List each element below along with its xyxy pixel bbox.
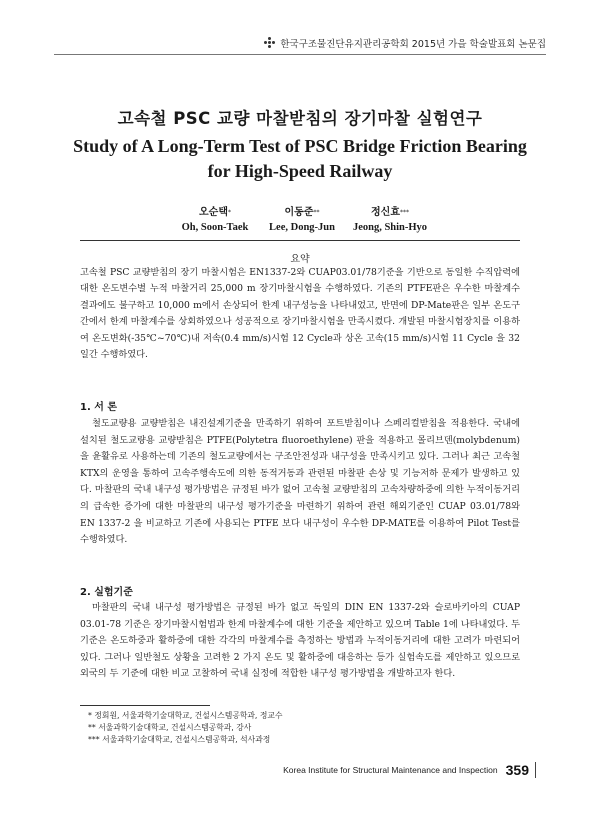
author-mark: ** <box>313 209 320 216</box>
title-korean: 고속철 PSC 교량 마찰받침의 장기마찰 실험연구 <box>117 109 483 128</box>
page-number: 359 <box>505 762 529 778</box>
title-english: Study of A Long-Term Test of PSC Bridge Friction Bearing for High-Speed Railway <box>73 136 527 181</box>
footnote-2: ** 서울과학기술대학교, 건설시스템공학과, 강사 <box>88 723 252 732</box>
footnote-3: *** 서울과학기술대학교, 건설시스템공학과, 석사과정 <box>88 735 271 744</box>
abstract-rule <box>80 240 520 241</box>
author-2 <box>257 205 347 235</box>
abstract-body: 고속철 PSC 교량받침의 장기 마찰시험은 EN1337-2와 CUAP03.01/78기준을 기반으로 동일한 수직압력에 대한 온도변수별 누적 마찰거리 25,000 m 장기마찰시험을 수행하였다. 기존의 PTFE판은 우수한 마찰계수 결과에도 불구하고 10,000 m에서 손상되어 한계 내구성능을 나타내었고, 반면에 DP-Mate판은 일부 온도구간에서 한계 마찰계수를 상회하였으나 성공적으로 장기마찰시험을 만족시켰다. 개발된 마찰시험장치를 이용하여 온도변화(-35℃~70℃)내 저속(0.4 mm/s)시험 12 Cycle과 상온 고속(15 mm/s)시험 11 Cycle 을 32 일간 수행하였다. <box>80 267 520 361</box>
footer-institute: Korea Institute for Structural Maintenance and Inspection <box>283 765 498 775</box>
footnote-1: * 정회원, 서울과학기술대학교, 건설시스템공학과, 정교수 <box>88 711 283 720</box>
footer-divider <box>535 762 536 778</box>
abstract-heading: 요약 <box>290 254 310 265</box>
section-1-body: 철도교량용 교량받침은 내진설계기준을 만족하기 위하여 포트받침이나 스페리컬받침을 적용한다. 국내에 설치된 철도교량용 교량받침은 PTFE(Polytetra fluoroethylene) 판을 적용하고 몰리브덴(molybdenum)을 윤활유로 사용하는데 기존의 철도교량에서는 구조안전성과 내구성을 만족시키고 있다. 그러나 최근 고속철 KTX의 운영을 통하여 고속주행속도에 의한 동적거동과 관련된 마찰판 손상 및 기능저하 문제가 발생하고 있다. 마찰판의 국내 내구성 평가방법은 규정된 바가 없어 고속철 교량받침의 고속차량하중에 의한 누적이동거리의 급속한 증가에 대한 마찰판의 내구성 평가기준을 마련하기 위하여 관련 해외기준인 CUAP 03.01/78와 EN 1337-2 을 비교하고 기존에 사용되는 PTFE 보다 내구성이 우수한 DP-MATE를 이용하여 Pilot Test를 수행하였다. <box>80 418 520 546</box>
page-footer <box>283 762 536 778</box>
header-rule <box>54 54 546 55</box>
footnote-rule <box>80 705 210 706</box>
society-logo-icon <box>264 37 276 49</box>
running-header <box>264 36 546 50</box>
author-name-en: Oh, Soon-Taek <box>181 222 249 233</box>
author-mark: *** <box>399 209 409 216</box>
author-mark: * <box>227 209 231 216</box>
author-1 <box>170 205 260 235</box>
author-name-en: Lee, Dong-Jun <box>269 222 335 233</box>
section-2-body: 마찰판의 국내 내구성 평가방법은 규정된 바가 없고 독일의 DIN EN 1337-2와 슬로바키아의 CUAP 03.01-78 기준은 장기마찰시험법과 한계 마찰계수에 대한 기준을 제안하고 있으며 Table 1에 나타내었다. 두 기준은 온도하중과 활하중에 대한 각각의 마찰계수를 측정하는 방법과 누적이동거리에 대한 고려가 마련되어 있다. 그러나 일반철도 상황을 고려한 2 가지 온도 및 활하중에 대응하는 등가 실험속도를 제안하고 있으므로 외국의 두 기준에 대한 비교 고찰하여 국내 실정에 적합한 내구성 평가방법을 개발하고자 한다. <box>80 602 520 680</box>
author-name-ko: 오순택 <box>199 207 228 218</box>
section-1-heading: 1. 서 론 <box>80 402 118 413</box>
author-name-en: Jeong, Shin-Hyo <box>352 222 428 233</box>
author-name-ko: 정신효 <box>371 207 400 218</box>
author-name-ko: 이동준 <box>284 207 314 218</box>
header-text: 한국구조물진단유지관리공학회 2015년 가을 학술발표회 논문집 <box>280 39 546 50</box>
section-2-heading: 2. 실험기준 <box>80 587 133 598</box>
author-3 <box>340 205 440 235</box>
